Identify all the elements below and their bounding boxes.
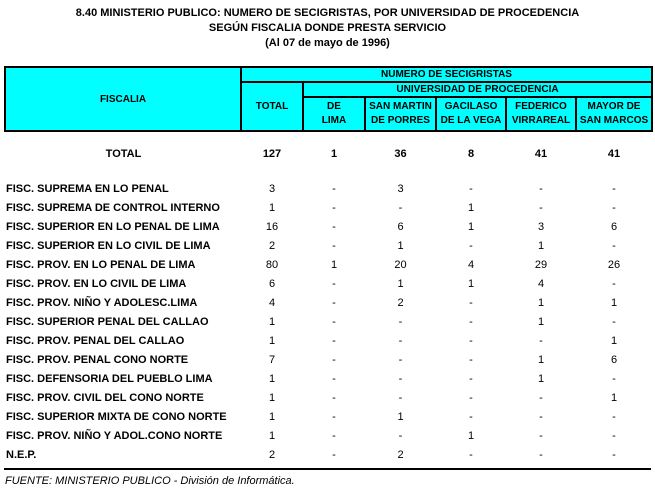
total-value: 8 <box>467 147 475 160</box>
fiscalia-label: FISC. PROV. NIÑO Y ADOL.CONO NORTE <box>6 429 223 442</box>
value-cell: 4 <box>537 277 545 290</box>
value-cell: 6 <box>610 353 618 366</box>
header-fiscalia: FISCALIA <box>5 67 241 131</box>
table-row <box>5 274 652 293</box>
value-cell: - <box>398 334 403 347</box>
fiscalia-label: FISC. DEFENSORIA DEL PUEBLO LIMA <box>6 372 213 385</box>
value-cell: - <box>612 410 616 423</box>
table-row <box>5 255 652 274</box>
value-cell: - <box>398 429 403 442</box>
fiscalia-label: FISC. PROV. EN LO CIVIL DE LIMA <box>6 277 187 290</box>
table-row <box>5 407 652 426</box>
value-cell: - <box>469 372 473 385</box>
value-cell: - <box>332 220 336 233</box>
header-col-line: DE LA VEGA <box>440 115 502 126</box>
value-cell: 7 <box>268 353 276 366</box>
fiscalia-label: FISC. PROV. PENAL DEL CALLAO <box>6 334 185 347</box>
value-cell: - <box>612 315 616 328</box>
value-cell: - <box>332 296 336 309</box>
total-value: 1 <box>330 147 338 160</box>
fiscalia-label: FISC. SUPERIOR PENAL DEL CALLAO <box>6 315 209 328</box>
value-cell: 2 <box>268 239 276 252</box>
header-col-mayor-san-marcos <box>576 97 652 131</box>
value-cell: - <box>539 429 543 442</box>
value-cell: 1 <box>610 391 618 404</box>
fiscalia-label: FISC. PROV. EN LO PENAL DE LIMA <box>6 258 196 271</box>
value-cell: 1 <box>268 201 276 214</box>
value-cell: - <box>539 334 543 347</box>
value-cell: - <box>469 410 473 423</box>
value-cell: - <box>612 448 616 461</box>
table-row <box>5 198 652 217</box>
header-col-line: DE PORRES <box>371 115 430 126</box>
header-col-de-lima <box>303 97 365 131</box>
value-cell: 1 <box>537 296 545 309</box>
header-col-line: VIRRAREAL <box>511 115 571 126</box>
value-cell: - <box>332 448 336 461</box>
value-cell: 3 <box>537 220 545 233</box>
table-row <box>5 445 652 464</box>
value-cell: - <box>469 296 473 309</box>
table-row <box>5 369 652 388</box>
value-cell: - <box>332 315 336 328</box>
value-cell: - <box>332 201 336 214</box>
value-cell: 1 <box>610 334 618 347</box>
header-col-gacilaso <box>436 97 506 131</box>
value-cell: - <box>612 429 616 442</box>
value-cell: 1 <box>268 372 276 385</box>
total-value: 36 <box>394 147 407 160</box>
fiscalia-label: FISC. SUPERIOR EN LO PENAL DE LIMA <box>6 220 220 233</box>
value-cell: 1 <box>537 372 545 385</box>
value-cell: 80 <box>265 258 279 271</box>
header-total: TOTAL <box>241 82 303 131</box>
value-cell: 2 <box>397 448 404 461</box>
value-cell: - <box>539 448 543 461</box>
value-cell: 1 <box>537 353 545 366</box>
secigristas-table <box>4 66 653 464</box>
value-cell: 20 <box>394 258 407 271</box>
value-cell: - <box>469 353 473 366</box>
value-cell: 1 <box>537 315 545 328</box>
value-cell: 1 <box>397 239 404 252</box>
total-value: 41 <box>534 147 548 160</box>
value-cell: 1 <box>467 277 475 290</box>
fiscalia-label: FISC. SUPERIOR EN LO CIVIL DE LIMA <box>6 239 211 252</box>
value-cell: - <box>612 239 616 252</box>
title-line-2: SEGÚN FISCALIA DONDE PRESTA SERVICIO <box>208 22 447 34</box>
value-cell: - <box>469 334 473 347</box>
header-col-line: GACILASO <box>444 101 498 112</box>
table-row <box>5 236 652 255</box>
value-cell: - <box>398 391 403 404</box>
fiscalia-label: FISC. SUPREMA DE CONTROL INTERNO <box>6 201 220 214</box>
value-cell: 1 <box>268 410 276 423</box>
header-col-line: DE <box>327 101 341 112</box>
fiscalia-label: FISC. SUPERIOR MIXTA DE CONO NORTE <box>6 410 227 423</box>
header-col-san-martin <box>365 97 436 131</box>
value-cell: - <box>539 182 543 195</box>
value-cell: - <box>469 239 473 252</box>
value-cell: 2 <box>397 296 404 309</box>
header-col-line: LIMA <box>321 115 347 126</box>
value-cell: - <box>612 182 616 195</box>
value-cell: 1 <box>397 277 404 290</box>
total-value: 127 <box>262 147 282 160</box>
title-line-1: 8.40 MINISTERIO PUBLICO: NUMERO DE SECIGRISTAS, POR UNIVERSIDAD DE PROCEDENCIA <box>75 7 580 19</box>
value-cell: - <box>469 182 473 195</box>
value-cell: 6 <box>268 277 276 290</box>
fiscalia-label: N.E.P. <box>6 448 37 461</box>
value-cell: 4 <box>467 258 475 271</box>
value-cell: - <box>332 372 336 385</box>
value-cell: 6 <box>610 220 618 233</box>
header-col-federico <box>506 97 576 131</box>
value-cell: - <box>469 391 473 404</box>
value-cell: - <box>332 410 336 423</box>
value-cell: 1 <box>610 296 618 309</box>
table-body <box>5 131 652 464</box>
table-row <box>5 331 652 350</box>
total-row <box>5 131 652 167</box>
table-row <box>5 217 652 236</box>
source-note: FUENTE: MINISTERIO PUBLICO - División de Informática. <box>5 475 295 487</box>
value-cell: 16 <box>265 220 279 233</box>
total-row-label: TOTAL <box>105 147 142 160</box>
value-cell: 6 <box>397 220 404 233</box>
value-cell: 1 <box>467 220 475 233</box>
page-title <box>0 0 655 51</box>
table-row <box>5 293 652 312</box>
value-cell: - <box>332 334 336 347</box>
table-header <box>5 67 652 131</box>
fiscalia-label: FISC. PROV. CIVIL DEL CONO NORTE <box>6 391 204 404</box>
value-cell: 1 <box>467 201 475 214</box>
value-cell: 1 <box>268 315 276 328</box>
value-cell: 1 <box>467 429 475 442</box>
value-cell: - <box>612 277 616 290</box>
fiscalia-label: FISC. PROV. PENAL CONO NORTE <box>6 353 189 366</box>
header-col-line: SAN MARTIN <box>369 101 432 112</box>
spacer-row <box>5 167 652 179</box>
value-cell: 1 <box>537 239 545 252</box>
value-cell: - <box>612 372 616 385</box>
value-cell: - <box>332 391 336 404</box>
value-cell: - <box>469 315 473 328</box>
header-col-line: SAN MARCOS <box>579 115 649 126</box>
value-cell: - <box>398 201 403 214</box>
table-row <box>5 426 652 445</box>
value-cell: 3 <box>268 182 276 195</box>
value-cell: 3 <box>397 182 404 195</box>
value-cell: - <box>539 410 543 423</box>
value-cell: - <box>332 429 336 442</box>
value-cell: 1 <box>268 334 276 347</box>
value-cell: 26 <box>607 258 621 271</box>
header-universidad-procedencia: UNIVERSIDAD DE PROCEDENCIA <box>303 82 652 97</box>
fiscalia-label: FISC. PROV. NIÑO Y ADOLESC.LIMA <box>6 296 198 309</box>
value-cell: - <box>469 448 473 461</box>
title-line-3: (Al 07 de mayo de 1996) <box>265 37 390 49</box>
fiscalia-label: FISC. SUPREMA EN LO PENAL <box>6 182 169 195</box>
value-cell: - <box>332 277 336 290</box>
value-cell: - <box>398 372 403 385</box>
value-cell: - <box>612 201 616 214</box>
value-cell: - <box>332 239 336 252</box>
table-row <box>5 388 652 407</box>
value-cell: 1 <box>397 410 404 423</box>
value-cell: 1 <box>330 258 338 271</box>
table-row <box>5 350 652 369</box>
header-col-line: MAYOR DE <box>587 101 641 112</box>
header-numero-secigristas: NUMERO DE SECIGRISTAS <box>241 67 652 82</box>
value-cell: - <box>332 182 336 195</box>
table-row <box>5 179 652 198</box>
total-value: 41 <box>607 147 621 160</box>
value-cell: 29 <box>534 258 548 271</box>
value-cell: - <box>398 315 403 328</box>
value-cell: 1 <box>268 429 276 442</box>
value-cell: - <box>539 391 543 404</box>
value-cell: 4 <box>268 296 276 309</box>
footer-divider <box>4 468 651 470</box>
table-row <box>5 312 652 331</box>
value-cell: 2 <box>268 448 276 461</box>
value-cell: 1 <box>268 391 276 404</box>
value-cell: - <box>398 353 403 366</box>
value-cell: - <box>332 353 336 366</box>
value-cell: - <box>539 201 543 214</box>
header-col-line: FEDERICO <box>515 101 567 112</box>
